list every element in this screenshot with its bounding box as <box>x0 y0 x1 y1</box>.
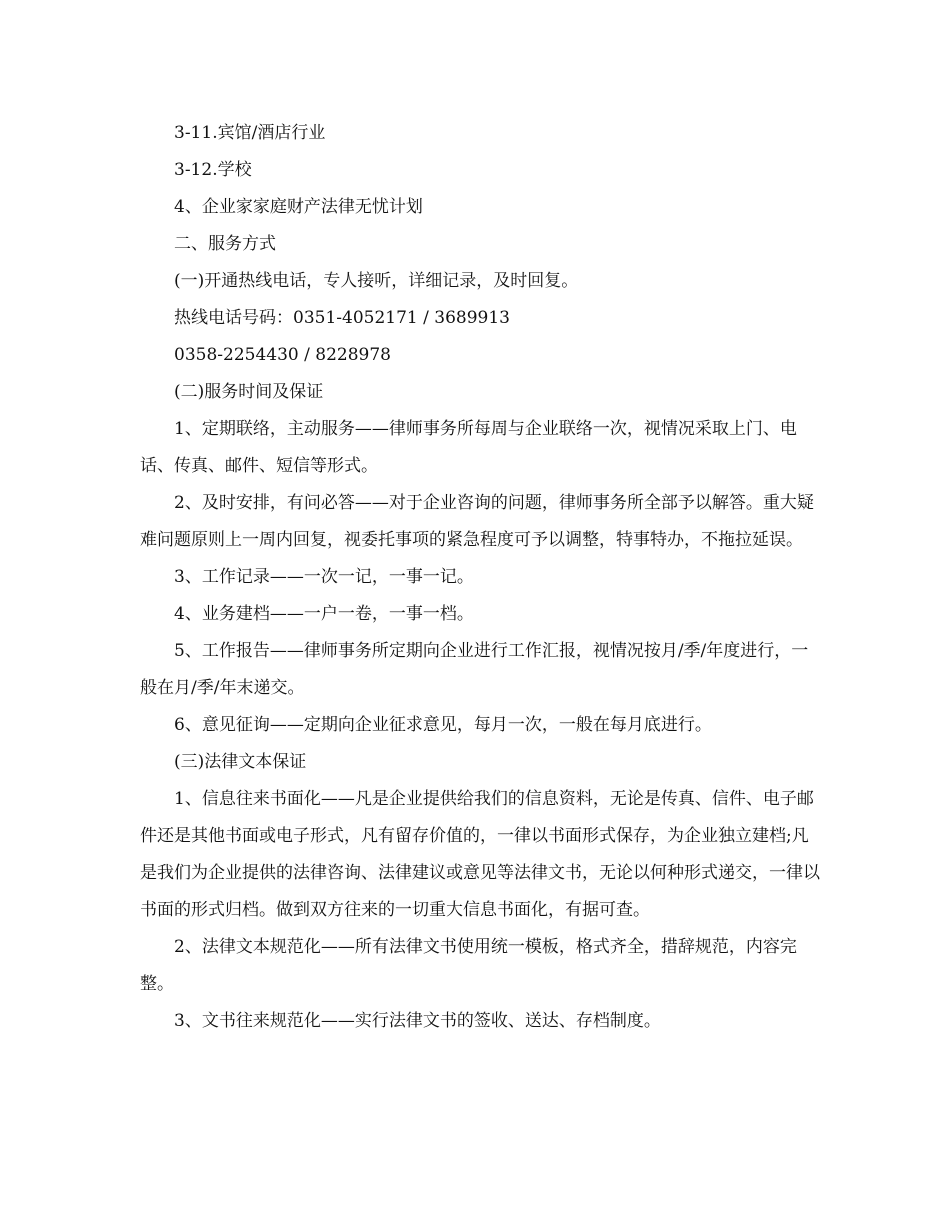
paragraph-hotline-numbers: 热线电话号码：0351-4052171 / 3689913 <box>174 308 510 328</box>
paragraph-business-archive: 4、业务建档——一户一卷，一事一档。 <box>174 604 474 624</box>
paragraph-standardized-correspondence: 3、文书往来规范化——实行法律文书的签收、送达、存档制度。 <box>174 1011 661 1031</box>
section-heading-service-mode: 二、服务方式 <box>174 234 276 254</box>
paragraph-school: 3-12.学校 <box>174 160 252 180</box>
paragraph-hotline: (一)开通热线电话，专人接听，详细记录，及时回复。 <box>174 271 579 291</box>
paragraph-opinion-survey: 6、意见征询——定期向企业征求意见，每月一次，一般在每月底进行。 <box>174 715 712 735</box>
paragraph-family-property-plan: 4、企业家家庭财产法律无忧计划 <box>174 197 423 217</box>
paragraph-regular-contact: 1、定期联络，主动服务——律师事务所每周与企业联络一次，视情况采取上门、电话、传真、邮件、短信等形式。 <box>140 419 797 476</box>
document-body <box>140 115 820 1040</box>
paragraph-hotel-industry: 3-11.宾馆/酒店行业 <box>174 123 326 143</box>
subheading-legal-text: (三)法律文本保证 <box>174 752 307 772</box>
paragraph-standardized-text: 2、法律文本规范化——所有法律文书使用统一模板，格式齐全，措辞规范，内容完整。 <box>140 937 797 994</box>
paragraph-hotline-numbers-2: 0358-2254430 / 8228978 <box>174 345 391 365</box>
paragraph-work-record: 3、工作记录——一次一记，一事一记。 <box>174 567 474 587</box>
subheading-service-time: (二)服务时间及保证 <box>174 382 324 402</box>
paragraph-timely-answer: 2、及时安排，有问必答——对于企业咨询的问题，律师事务所全部予以解答。重大疑难问题原则上一周内回复，视委托事项的紧急程度可予以调整，特事特办，不拖拉延误。 <box>140 493 814 550</box>
paragraph-work-report: 5、工作报告——律师事务所定期向企业进行工作汇报，视情况按月/季/年度进行，一般在月/季/年末递交。 <box>140 641 809 698</box>
paragraph-written-information: 1、信息往来书面化——凡是企业提供给我们的信息资料，无论是传真、信件、电子邮件还是其他书面或电子形式，凡有留存价值的，一律以书面形式保存，为企业独立建档;凡是我们为企业提供的法律咨询、法律建议或意见等法律文书，无论以何种形式递交，一律以书面的形式归档。做到双方往来的一切重大信息书面化，有据可查。 <box>140 789 820 920</box>
